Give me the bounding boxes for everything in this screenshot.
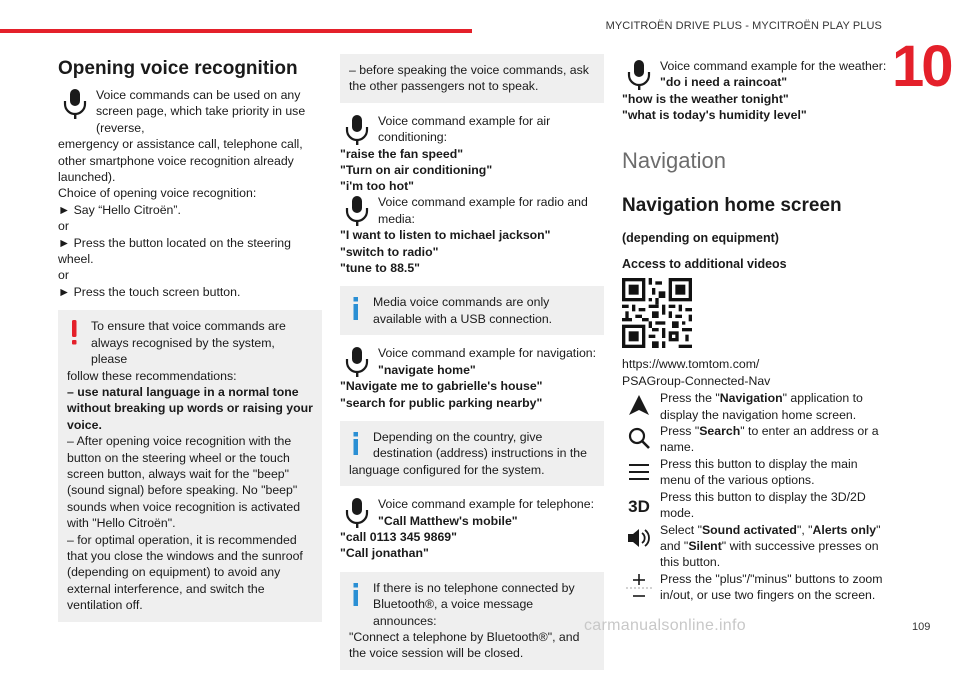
nav-item-menu [622,456,890,489]
nav-label: Voice command example for navigation: [378,346,597,361]
air-example [340,113,604,146]
option-touch-screen: ► Press the touch screen button. [58,284,241,299]
microphone-icon [340,162,374,196]
warning-windows: – for optimal operation, it is recommended that you close the windows and the sunroof (depending on equipment) to avoid any external interference, and switch the ventilation off. [67,532,303,613]
microphone-icon [340,345,374,379]
navigation-heading: Navigation [622,147,726,173]
section-heading: Opening voice recognition [58,58,298,79]
warning-icon [67,318,81,348]
svg-text:3D: 3D [628,496,650,516]
radio-cmd-3: "tune to 88.5" [340,261,420,276]
info-box-passengers [340,54,604,103]
radio-label: Voice command example for radio and media: [378,195,588,226]
voice-intro-rest: emergency or assistance call, telephone call, other smartphone voice recognition already launched). [58,137,303,185]
nav-item-text: Press this button to display the main menu of the various options. [660,456,858,488]
watermark: carmanualsonline.info [584,617,746,634]
passengers-note: – before speaking the voice commands, ask the other passengers not to speak. [349,63,589,94]
info-box-media [340,286,604,335]
nav-item-navigation [622,390,890,423]
weather-cmd-first: "do i need a raincoat" [660,75,788,90]
warning-first: To ensure that voice commands are always recognised by the system, please [91,319,286,367]
nav-item-text: Press "Search" to enter an address or a name. [660,424,879,455]
navigation-arrow-icon [622,391,656,421]
choice-label: Choice of opening voice recognition: [58,186,257,201]
weather-cmd-3: "what is today's humidity level" [622,108,807,123]
column-left [58,52,322,632]
column-right [622,58,890,604]
search-icon [622,424,656,454]
or-text: or [58,219,69,234]
3d-icon [622,490,656,520]
videos-label: Access to additional videos [622,257,787,272]
header-title: MYCITROËN DRIVE PLUS - MYCITROËN PLAY PLUS [605,20,882,32]
info-icon [349,294,363,324]
nav-item-text: Press the "Navigation" application to display the navigation home screen. [660,391,863,422]
country-info-rest: language configured for the system. [349,462,545,477]
tel-example [340,496,604,529]
warning-beep: – After opening voice recognition with the button on the steering wheel or the touch screen button, always wait for the "beep" (sound signal) before speaking. No "beep" sounds when voice recognition is activated with "Hello Citroën". [67,434,301,531]
air-cmd-3: "i'm too hot" [340,179,415,194]
microphone-icon [622,58,656,92]
tel-cmd-2: "call 0113 345 9869" [340,529,457,544]
option-steering-button: ► Press the button located on the steering wheel. [58,235,291,267]
microphone-icon [340,496,374,530]
microphone-icon [58,87,92,121]
equipment-note: (depending on equipment) [622,230,779,245]
nav-example [340,345,604,378]
warning-bold: – use natural language in a normal tone without breaking up words or raising your voice. [67,384,313,432]
nav-item-text: Press the "plus"/"minus" buttons to zoom in/out, or use two fingers on the screen. [660,571,883,603]
radio-example-row [340,194,604,227]
nav-item-text: Press this button to display the 3D/2D mode. [660,489,866,521]
info-box-telephone [340,572,604,670]
nav-item-sound [622,522,890,571]
microphone-icon [340,194,374,228]
column-middle [340,54,604,680]
tel-cmd-3: "Call jonathan" [340,546,429,561]
menu-icon [622,457,656,487]
nav-item-3d [622,489,890,522]
zoom-icon [622,572,656,602]
tel-label: Voice command example for telephone: [378,497,595,512]
warning-box [58,310,322,621]
page-number: 109 [912,621,931,633]
qr-code [622,278,692,348]
weather-cmd-2: "how is the weather tonight" [622,91,789,106]
speaker-icon [622,523,656,553]
info-box-country [340,421,604,486]
info-icon [349,580,363,610]
tel-cmd-first: "Call Matthew's mobile" [378,513,518,528]
microphone-icon [340,113,374,147]
nav-cmd-2: "Navigate me to gabrielle's house" [340,379,543,394]
nav-cmd-first: "navigate home" [378,362,476,377]
tel-info-first: If there is no telephone connected by Bluetooth®, a voice message announces: [373,580,575,628]
chapter-number: 10 [892,34,951,99]
air-cmd-1: "raise the fan speed" [340,146,464,161]
warning-rest: follow these recommendations: [67,368,237,383]
nav-item-text: Select "Sound activated", "Alerts only" and "Silent" with successive presses on this button. [660,522,881,570]
voice-intro [58,87,322,136]
tomtom-url-1[interactable]: https://www.tomtom.com/ [622,357,760,372]
weather-label: Voice command example for the weather: [660,59,887,73]
or-text: or [58,268,69,283]
header-accent-bar [0,29,472,33]
tomtom-url-2[interactable]: PSAGroup-Connected-Nav [622,373,771,388]
radio-cmd-2: "switch to radio" [340,244,439,259]
info-icon [349,429,363,459]
radio-cmd-1: "I want to listen to michael jackson" [340,228,551,243]
nav-item-search [622,423,890,456]
option-say-hello: ► Say “Hello Citroën”. [58,202,181,217]
media-info: Media voice commands are only available with a USB connection. [373,295,553,326]
country-info-first: Depending on the country, give destination (address) instructions in the [373,429,587,461]
nav-home-heading: Navigation home screen [622,194,842,216]
air-cmd-2: "Turn on air conditioning" [340,163,493,178]
nav-item-zoom [622,571,890,604]
air-label: Voice command example for air conditioning: [378,113,551,145]
voice-intro-first: Voice commands can be used on any screen page, which take priority in use (reverse, [96,88,306,135]
nav-cmd-3: "search for public parking nearby" [340,395,543,410]
tel-info-rest: "Connect a telephone by Bluetooth®", and the voice session will be closed. [349,629,580,661]
weather-example [622,58,890,91]
